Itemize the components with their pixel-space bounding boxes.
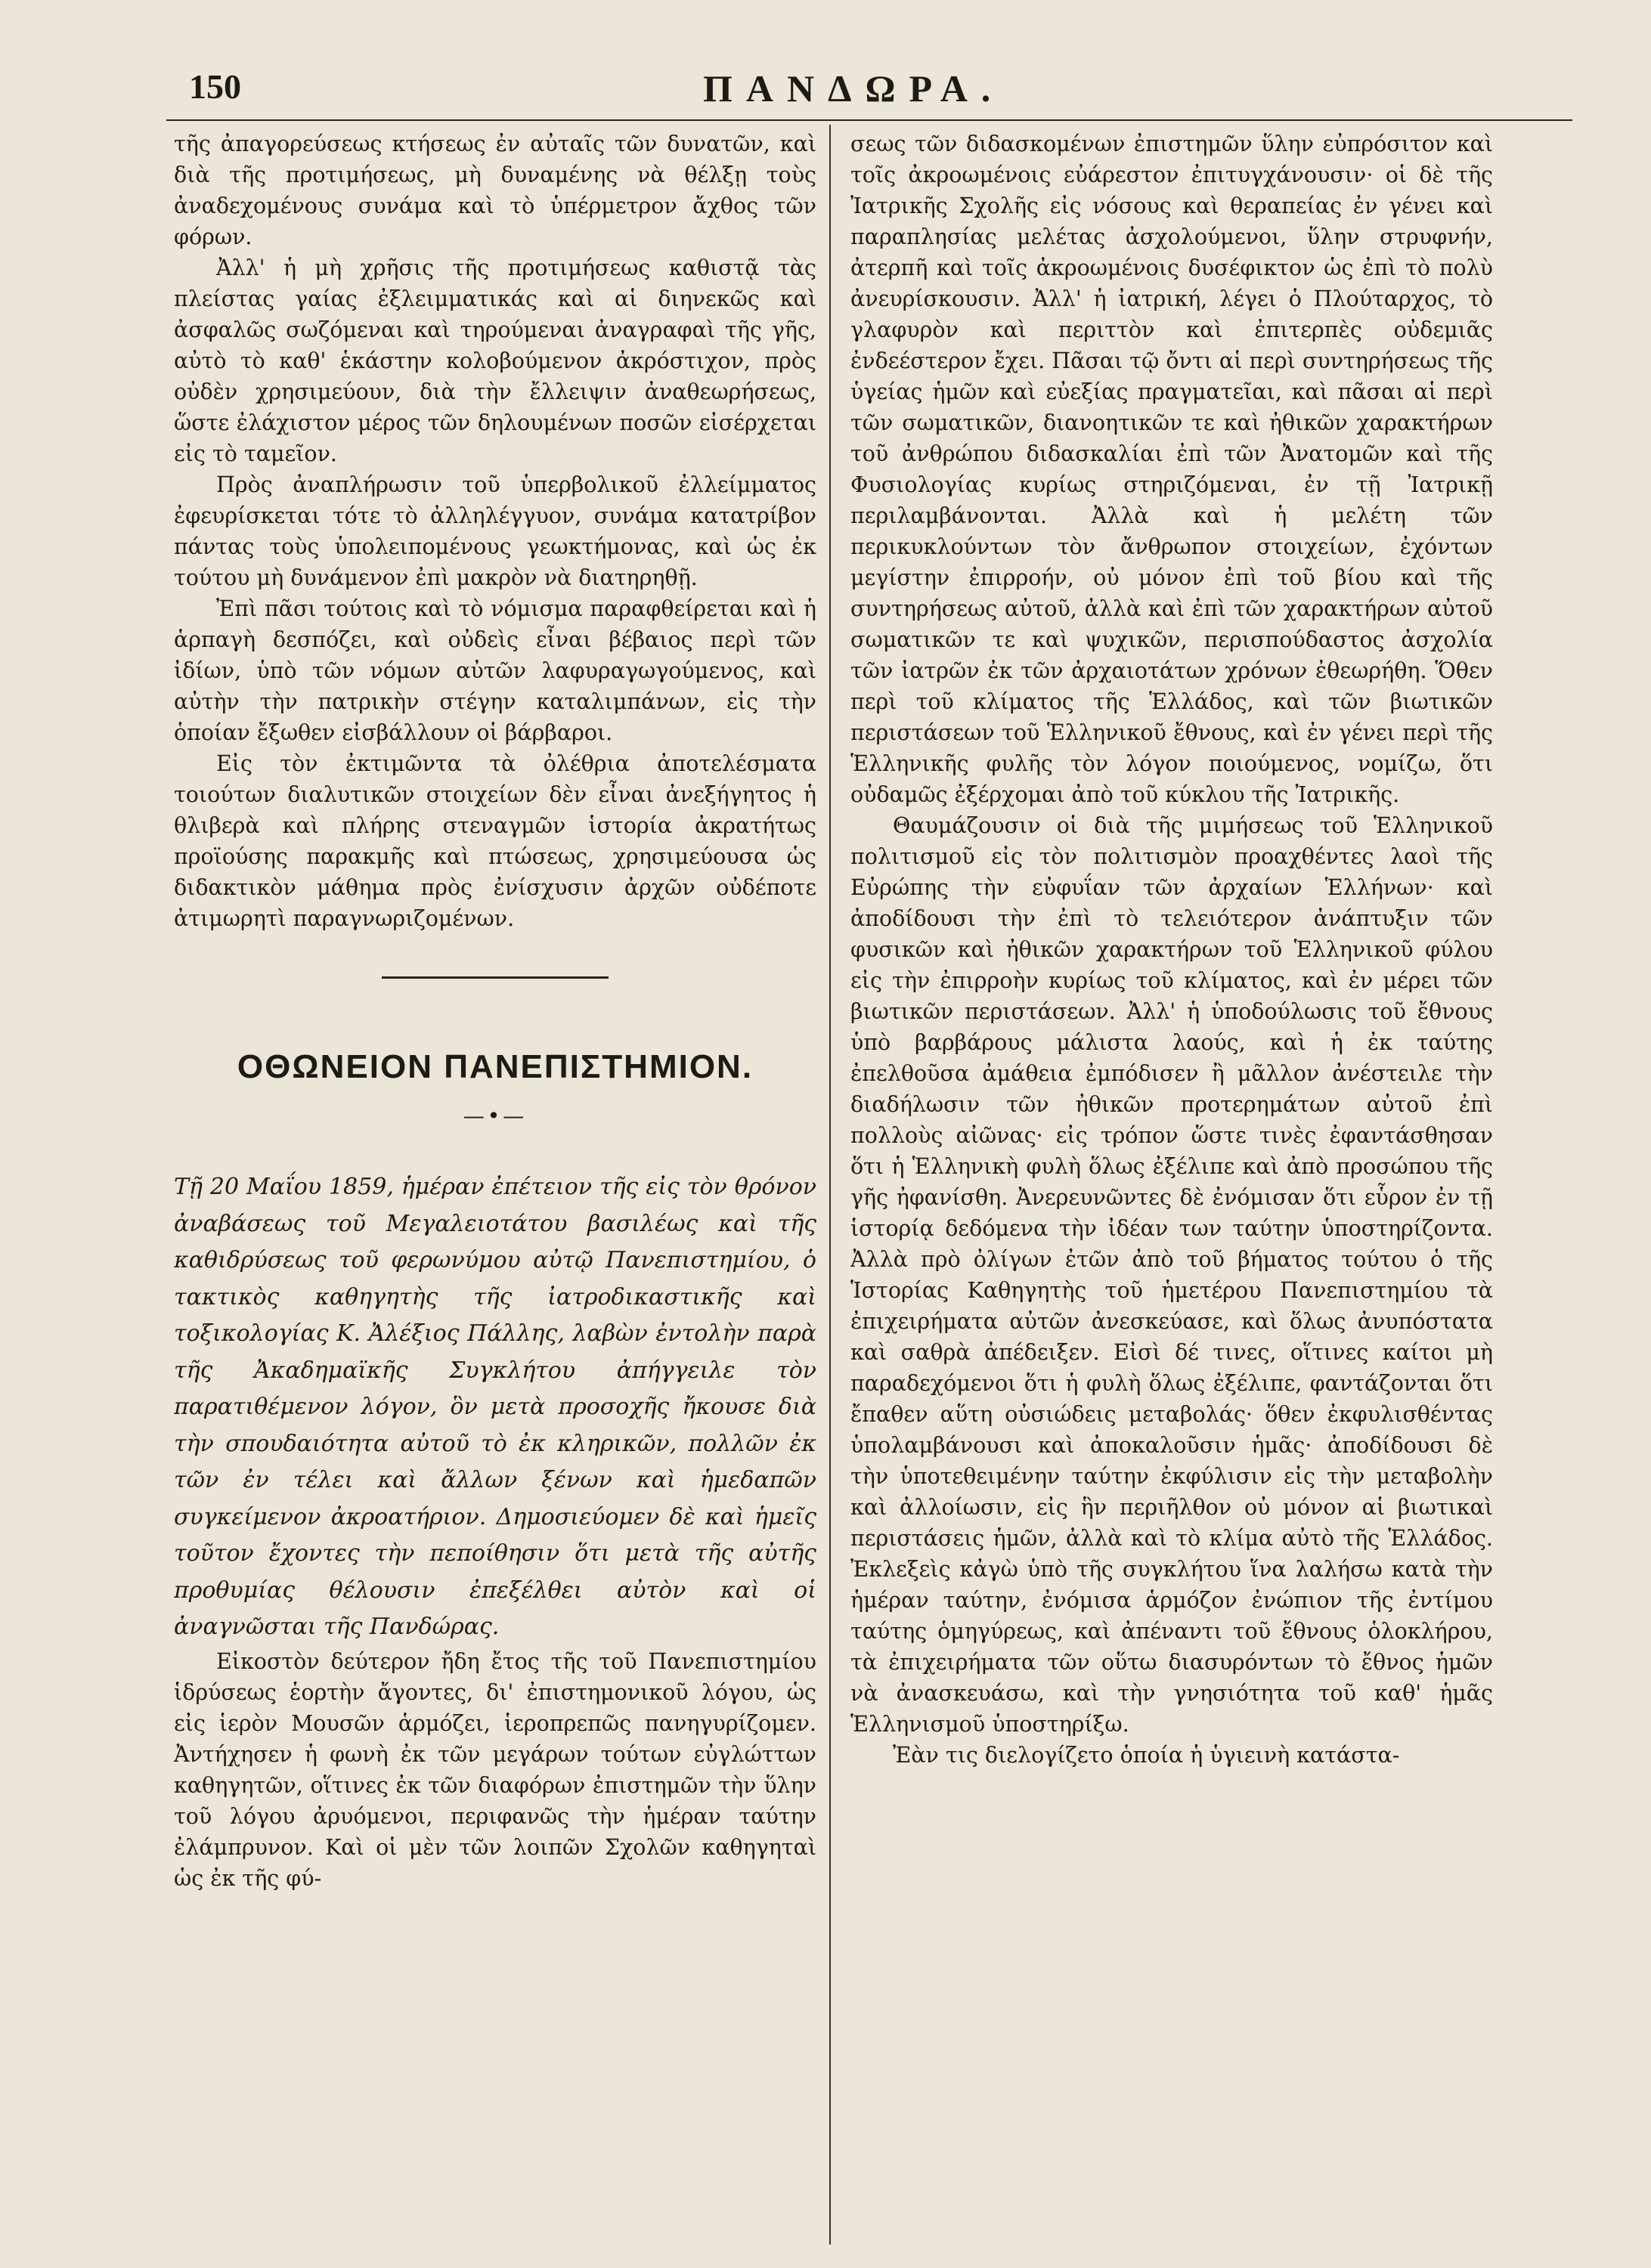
page-header <box>189 67 1550 112</box>
paragraph: Εἰκοστὸν δεύτερον ἤδη ἔτος τῆς τοῦ Πανεπιστημίου ἱδρύσεως ἑορτὴν ἄγοντες, δι' ἐπιστημονικοῦ λόγου, ὡς εἰς ἱερὸν Μουσῶν ἁρμόζει, ἱεροπρεπῶς πανηγυρίζομεν. Ἀντήχησεν ἡ φωνὴ ἐκ τῶν μεγάρων τούτων εὐγλώττων καθηγητῶν, οἵτινες ἐκ τῶν διαφόρων ἐπιστημῶν τὴν ὕλην τοῦ λόγου ἀρυόμενοι, περιφανῶς τὴν ἡμέραν ταύτην ἐλάμπρυνον. Καὶ οἱ μὲν τῶν λοιπῶν Σχολῶν καθηγηταὶ ὡς ἐκ τῆς φύ- <box>174 1648 816 1891</box>
right-column <box>850 128 1493 2245</box>
running-title: ΠΑΝΔΩΡΑ. <box>703 67 1005 110</box>
header-rule <box>166 119 1572 121</box>
page-number: 150 <box>189 67 241 106</box>
left-column <box>174 128 816 2245</box>
paragraph: Εἰς τὸν ἐκτιμῶντα τὰ ὀλέθρια ἀποτελέσματα τοιούτων διαλυτικῶν στοιχείων δὲν εἶναι ἀνεξήγητος ἡ θλιβερὰ καὶ πλήρης στεναγμῶν ἱστορία ἀκρατήτως προϊούσης παρακμῆς καὶ πτώσεως, χρησιμεύουσα ὡς διδακτικὸν μάθημα πρὸς ἐνίσχυσιν ἀρχῶν οὐδέποτε ἀτιμωρητὶ παραγνωριζομένων. <box>174 751 816 931</box>
paragraph: τῆς ἀπαγορεύσεως κτήσεως ἐν αὐταῖς τῶν δυνατῶν, καὶ διὰ τῆς προτιμήσεως, μὴ δυναμένης νὰ θέλξῃ τοὺς ἀναδεχομένους συνάμα καὶ τὸ ὑπέρμετρον ἄχθος τῶν φόρων. <box>174 132 816 249</box>
paragraph: σεως τῶν διδασκομένων ἐπιστημῶν ὕλην εὐπρόσιτον καὶ τοῖς ἀκροωμένοις εὐάρεστον ἐπιτυγχάνουσιν· οἱ δὲ τῆς Ἰατρικῆς Σχολῆς εἰς νόσους καὶ θεραπείας ἐν γένει καὶ παραπλησίας μελέτας ἀσχολούμενοι, ὕλην στρυφνήν, ἀτερπῆ καὶ τοῖς ἀκροωμένοις δυσέφικτον ὡς ἐπὶ τὸ πολὺ ἀνευρίσκουσιν. Ἀλλ' ἡ ἰατρική, λέγει ὁ Πλούταρχος, τὸ γλαφυρὸν καὶ περιττὸν καὶ ἐπιτερπὲς οὐδεμιᾶς ἐνδεέστερον ἔχει. Πᾶσαι τῷ ὄντι αἱ περὶ συντηρήσεως τῆς ὑγείας ἡμῶν καὶ εὐεξίας πραγματεῖαι, καὶ πᾶσαι αἱ περὶ τῶν σωματικῶν, διανοητικῶν τε καὶ ἠθικῶν χαρακτήρων τοῦ ἀνθρώπου διδασκαλίαι ἐπὶ τῶν Ἀνατομῶν καὶ τῆς Φυσιολογίας κυρίως στηριζόμεναι, ἐν τῇ Ἰατρικῇ περιλαμβάνονται. Ἀλλὰ καὶ ἡ μελέτη τῶν περικυκλούντων τὸν ἄνθρωπον στοιχείων, ἐχόντων μεγίστην ἐπιρροήν, οὐ μόνον ἐπὶ τοῦ βίου καὶ τῆς συντηρήσεως αὐτοῦ, ἀλλὰ καὶ ἐπὶ τῶν χαρακτήρων αὐτοῦ σωματικῶν τε καὶ ψυχικῶν, περισπούδαστος ἀσχολία τῶν ἰατρῶν ἐκ τῶν ἀρχαιοτάτων χρόνων ἐθεωρήθη. Ὅθεν περὶ τοῦ κλίματος τῆς Ἑλλάδος, καὶ τῶν βιωτικῶν περιστάσεων τοῦ Ἑλληνικοῦ ἔθνους, καὶ ἐν γένει περὶ τῆς Ἑλληνικῆς φυλῆς τὸν λόγον ποιούμενος, νομίζω, ὅτι οὐδαμῶς ἐξέρχομαι ἀπὸ τοῦ κύκλου τῆς Ἰατρικῆς. <box>850 132 1493 807</box>
paragraph: Ἐὰν τις διελογίζετο ὁποία ἡ ὑγιεινὴ κατάστα- <box>893 1743 1400 1768</box>
ornament: —•— <box>463 1103 528 1128</box>
paragraph: Ἀλλ' ἡ μὴ χρῆσις τῆς προτιμήσεως καθιστᾷ τὰς πλείστας γαίας ἐξλειμματικάς καὶ αἱ διηνεκῶς καὶ ἀσφαλῶς σωζόμεναι καὶ τηρούμεναι ἀναγραφαὶ τῆς γῆς, αὐτὸ τὸ καθ' ἑκάστην κολοβούμενον ἀκρόστιχον, πρὸς οὐδὲν χρησιμεύουν, διὰ τὴν ἔλλειψιν ἀναθεωρήσεως, ὥστε ἐλάχιστον μέρος τῶν δηλουμένων ποσῶν εἰσέρχεται εἰς τὸ ταμεῖον. <box>174 255 816 466</box>
paragraph: Θαυμάζουσιν οἱ διὰ τῆς μιμήσεως τοῦ Ἑλληνικοῦ πολιτισμοῦ εἰς τὸν πολιτισμὸν προαχθέντες λαοὶ τῆς Εὐρώπης τὴν εὐφυΐαν τῶν ἀρχαίων Ἑλλήνων· καὶ ἀποδίδουσι τὴν ἐπὶ τὸ τελειότερον ἀνάπτυξιν τῶν φυσικῶν καὶ ἠθικῶν χαρακτήρων τοῦ Ἑλληνικοῦ φύλου εἰς τὴν ἐπιρροὴν κυρίως τοῦ κλίματος, καὶ ἐν μέρει τῶν βιωτικῶν περιστάσεων. Ἀλλ' ἡ ὑποδούλωσις τοῦ ἔθνους ὑπὸ βαρβάρους μάλιστα λαούς, καὶ ἡ ἐκ ταύτης ἐπελθοῦσα ἀμάθεια ἐμπόδισεν ἢ μᾶλλον ἀνέστειλε τὴν διαδήλωσιν τῶν ἠθικῶν προτερημάτων αὐτοῦ ἐπὶ πολλοὺς αἰῶνας· εἰς τρόπον ὥστε τινὲς ἐφαντάσθησαν ὅτι ἡ Ἑλληνικὴ φυλὴ ὅλως ἐξέλιπε καὶ ἀπὸ προσώπου τῆς γῆς ἠφανίσθη. Ἀνερευνῶντες δὲ ἐνόμισαν ὅτι εὗρον ἐν τῇ ἱστορίᾳ δεδόμενα τὴν ἰδέαν των ταύτην ὑποστηρίζοντα. Ἀλλὰ πρὸ ὀλίγων ἐτῶν ἀπὸ τοῦ βήματος τούτου ὁ τῆς Ἱστορίας Καθηγητὴς τοῦ ἡμετέρου Πανεπιστημίου τὰ ἐπιχειρήματα αὐτῶν ἀνεσκεύασε, καὶ ὅλως ἀνυπόστατα καὶ σαθρὰ ἀπέδειξεν. Εἰσὶ δέ τινες, οἵτινες καίτοι μὴ παραδεχόμενοι ὅτι ἡ φυλὴ ὅλως ἐξέλιπε, φαντάζονται ὅτι ἔπαθεν αὕτη οὐσιώδεις μεταβολάς· ὅθεν ἐκφυλισθέντας ὑπολαμβάνουσι καὶ ἀποκαλοῦσιν ἡμᾶς· ἀποδίδουσι δὲ τὴν ὑποτεθειμένην ταύτην ἐκφύλισιν εἰς τὴν μεταβολὴν καὶ ἀλλοίωσιν, εἰς ἣν περιῆλθον οὐ μόνον αἱ βιωτικαὶ περιστάσεις ἡμῶν, ἀλλὰ καὶ τὸ κλίμα αὐτὸ τῆς Ἑλλάδος. Ἐκλεξεὶς κἀγὼ ὑπὸ τῆς συγκλήτου ἵνα λαλήσω κατὰ τὴν ἡμέραν ταύτην, ἐνόμισα ἁρμόζον ἐνώπιον τῆς ἐντίμου ταύτης ὁμηγύρεως, καὶ ἀπέναντι τοῦ ἔθνους ὁλοκλήρου, τὰ ἐπιχειρήματα τῶν οὕτω διασυρόντων τὸ ἔθνος ἡμῶν νὰ ἀνασκευάσω, καὶ τὴν γνησιότητα τοῦ καθ' ἡμᾶς Ἑλληνισμοῦ ὑποστηρίξω. <box>850 813 1493 1737</box>
section-title: ΟΘΩΝΕΙΟΝ ΠΑΝΕΠΙΣΤΗΜΙΟΝ. <box>237 1048 754 1085</box>
column-divider <box>829 125 831 2245</box>
section-divider <box>382 976 609 979</box>
editorial-notice: Τῇ 20 Μαΐου 1859, ἡμέραν ἐπέτειον τῆς εἰς τὸν θρόνον ἀναβάσεως τοῦ Μεγαλειοτάτου βασιλέως καὶ τῆς καθιδρύσεως τοῦ φερωνύμου αὐτῷ Πανεπιστημίου, ὁ τακτικὸς καθηγητὴς τῆς ἰατροδικαστικῆς καὶ τοξικολογίας Κ. Ἀλέξιος Πάλλης, λαβὼν ἐντολὴν παρὰ τῆς Ἀκαδημαϊκῆς Συγκλήτου ἀπήγγειλε τὸν παρατιθέμενον λόγον, ὃν μετὰ προσοχῆς ἤκουσε διὰ τὴν σπουδαιότητα αὐτοῦ τὸ ἐκ κληρικῶν, πολλῶν ἐκ τῶν ἐν τέλει καὶ ἄλλων ξένων καὶ ἡμεδαπῶν συγκείμενον ἀκροατήριον. Δημοσιεύομεν δὲ καὶ ἡμεῖς τοῦτον ἔχοντες τὴν πεποίθησιν ὅτι μετὰ τῆς αὐτῆς προθυμίας θέλουσιν ἐπεξέλθει αὐτὸν καὶ οἱ ἀναγνῶσται τῆς Πανδώρας. <box>174 1174 816 1640</box>
paragraph: Πρὸς ἀναπλήρωσιν τοῦ ὑπερβολικοῦ ἐλλείμματος ἐφευρίσκεται τότε τὸ ἀλληλέγγυον, συνάμα κατατρίβον πάντας τοὺς ὑπολειπομένους γεωκτήμονας, καὶ ὡς ἐκ τούτου μὴ δυνάμενον ἐπὶ μακρὸν νὰ διατηρηθῇ. <box>174 472 816 590</box>
paragraph: Ἐπὶ πᾶσι τούτοις καὶ τὸ νόμισμα παραφθείρεται καὶ ἡ ἁρπαγὴ δεσπόζει, καὶ οὐδεὶς εἶναι βέβαιος περὶ τῶν ἰδίων, ὑπὸ τῶν νόμων αὐτῶν λαφυραγωγούμενος, καὶ αὐτὴν τὴν πατρικὴν στέγην καταλιμπάνων, εἰς τὴν ὁποίαν ἔξωθεν εἰσβάλλουν οἱ βάρβαροι. <box>174 596 816 745</box>
